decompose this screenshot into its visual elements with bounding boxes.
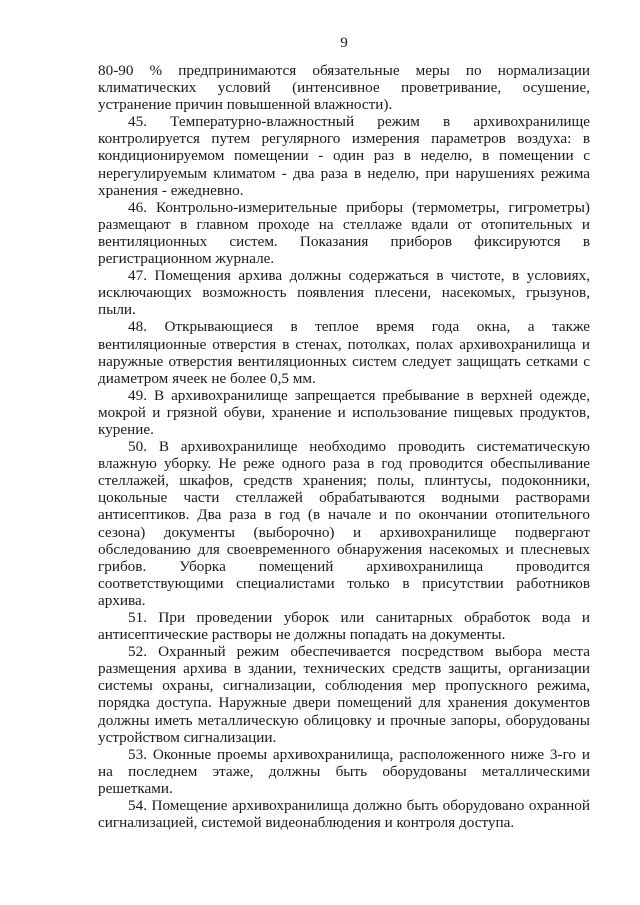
- paragraph-47: 47. Помещения архива должны содержаться в чистоте, в условиях, исключающих возможность появления плесени, насекомых, грызунов, пыли.: [98, 267, 590, 319]
- paragraph-continuation: 80-90 % предпринимаются обязательные меры по нормализации климатических условий (интенсивное проветривание, осушение, устранение причин повышенной влажности).: [98, 62, 590, 114]
- paragraph-54: 54. Помещение архивохранилища должно быть оборудовано охранной сигнализацией, системой видеонаблюдения и контроля доступа.: [98, 797, 590, 832]
- paragraph-52: 52. Охранный режим обеспечивается посредством выбора места размещения архива в здании, технических средств защиты, организации системы охраны, сигнализации, соблюдения мер пропускного режима, порядка доступа. Наружные двери помещений для хранения документов должны иметь металлическую облицовку и прочные запоры, оборудованы устройством сигнализации.: [98, 643, 590, 746]
- paragraph-50: 50. В архивохранилище необходимо проводить систематическую влажную уборку. Не реже одного раза в год проводится обеспыливание стеллажей, шкафов, средств хранения; полы, плинтусы, подоконники, цокольные части стеллажей обрабатываются водными растворами антисептиков. Два раза в год (в начале и по окончании отопительного сезона) документы (выборочно) и архивохранилище подвергают обследованию для своевременного обнаружения насекомых и плесневых грибов. Уборка помещений архивохранилища проводится соответствующими специалистами только в присутствии работников архива.: [98, 438, 590, 609]
- paragraph-53: 53. Оконные проемы архивохранилища, расположенного ниже 3-го и на последнем этаже, должны быть оборудованы металлическими решетками.: [98, 745, 590, 797]
- paragraph-45: 45. Температурно-влажностный режим в архивохранилище контролируется путем регулярного измерения параметров воздуха: в кондиционируемом помещении - один раз в неделю, в помещении с нерегулируемым климатом - два раза в неделю, при нарушениях режима хранения - ежедневно.: [98, 113, 590, 199]
- paragraph-46: 46. Контрольно-измерительные приборы (термометры, гигрометры) размещают в главном проходе на стеллаже вдали от отопительных и вентиляционных систем. Показания приборов фиксируются в регистрационном журнале.: [98, 198, 590, 268]
- paragraph-51: 51. При проведении уборок или санитарных обработок вода и антисептические растворы не должны попадать на документы.: [98, 609, 590, 644]
- paragraph-48: 48. Открывающиеся в теплое время года окна, а также вентиляционные отверстия в стенах, потолках, полах архивохранилища и наружные отверстия вентиляционных систем следует защищать сетками с диаметром ячеек не более 0,5 мм.: [98, 318, 590, 387]
- document-page: [98, 30, 590, 831]
- paragraph-49: 49. В архивохранилище запрещается пребывание в верхней одежде, мокрой и грязной обуви, хранение и использование пищевых продуктов, курение.: [98, 386, 590, 438]
- page-number: 9: [340, 34, 348, 51]
